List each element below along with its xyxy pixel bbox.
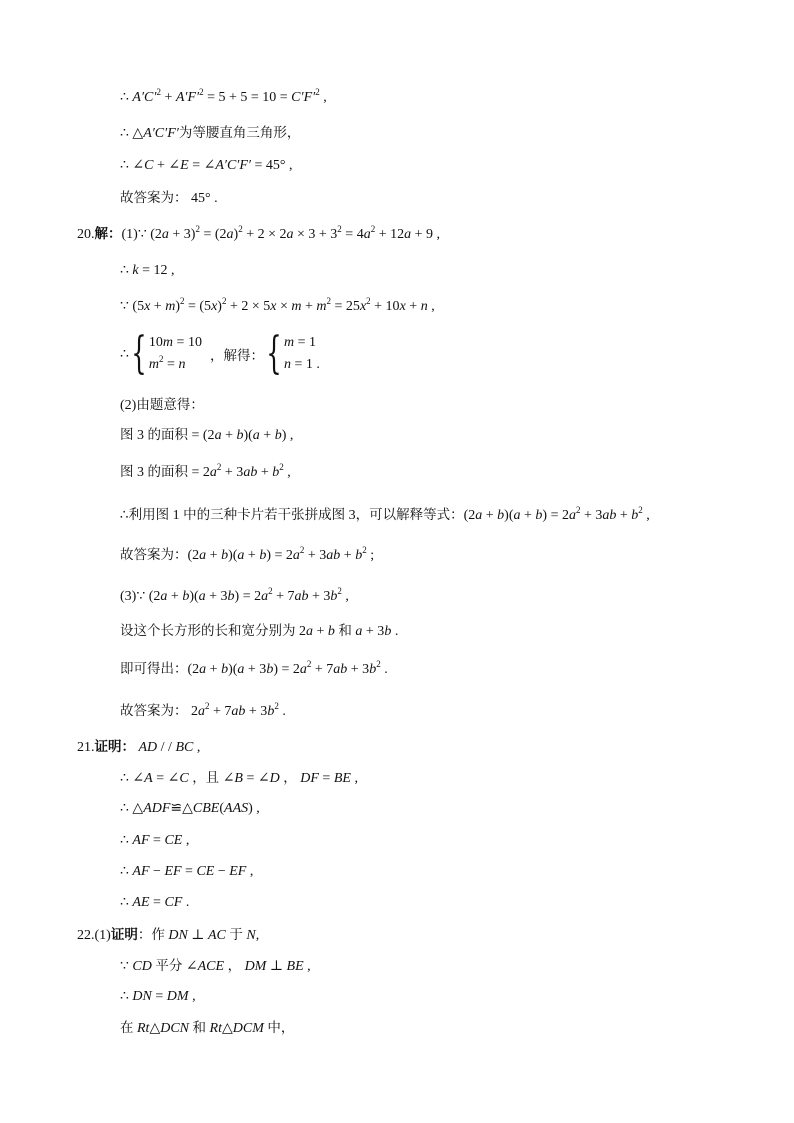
equation-system: ∴ { 10m = 10 $m^2 = n$ ，解得： { m = 1 n = 1 . [120, 328, 320, 379]
equation-line: 即可得出：$(2a + b)(a + 3b) = 2a^2 + 7ab + 3b^2$ . [120, 659, 388, 677]
answer-line: 故答案为： $2a^2 + 7ab + 3b^2$ . [120, 701, 286, 719]
equation-line: 在 Rt△DCN 和 Rt△DCM 中， [120, 1020, 295, 1036]
answer-line: 故答案为：$(2a + b)(a + b) = 2a^2 + 3ab + b^2$ ; [120, 545, 375, 563]
question-22-head: 22.(1)证明：作 DN ⊥ AC 于 N, [77, 927, 260, 943]
question-20-part-1: 20.解：(1)∵ $(2a + 3)^2 = (2a)^2 + 2 \times 2a \times 3 + 3^2 = 4a^2 + 12a + 9$ , [77, 224, 441, 242]
question-21-head: 21.证明： AD / / BC , [77, 739, 201, 755]
equation-line: ∴ k = 12 , [120, 263, 175, 278]
equation-line: ∴利用图 1 中的三种卡片若干张拼成图 3，可以解释等式：$(2a + b)(a + b) = 2a^2 + 3ab + b^2$ , [120, 505, 650, 523]
equation-line: 设这个长方形的长和宽分别为 2a + b 和 a + 3b . [120, 623, 399, 639]
equation-line: 图 3 的面积 = (2a + b)(a + b) , [120, 427, 294, 443]
equation-line: (2)由题意得： [120, 397, 204, 413]
equation-line: ∵ $(5x + m)^2 = (5x)^2 + 2 \times 5x \times m + m^2 = 25x^2 + 10x + n$ , [120, 296, 435, 314]
equation-line: 图 3 的面积 = $2a^2 + 3ab + b^2$ , [120, 462, 291, 480]
equation-line: ∴ ∠C + ∠E = ∠A′C′F′ = 45° , [120, 158, 293, 173]
equation-line: ∴ △A′C′F′为等腰直角三角形， [120, 125, 301, 141]
equation-line: ∴ DN = DM , [120, 989, 196, 1004]
equation-line: ∴ AF − EF = CE − EF , [120, 864, 254, 879]
equation-line: (3)∵ $(2a + b)(a + 3b) = 2a^2 + 7ab + 3b^2$ , [120, 586, 349, 604]
equation-line: ∴ △ADF≌△CBE(AAS) , [120, 801, 260, 816]
equation-line: ∴ ∠A = ∠C ，且 ∠B = ∠D ， DF = BE , [120, 770, 358, 786]
equation-line: ∴ AF = CE , [120, 833, 190, 848]
equation-line: ∵ CD 平分 ∠ACE ， DM ⊥ BE , [120, 958, 311, 974]
equation-line: ∴ $A'C'^2 + A'F'^2 = 5 + 5 = 10 = C'F'^2$ , [120, 87, 327, 105]
equation-line: ∴ AE = CF . [120, 895, 190, 910]
answer-line: 故答案为： 45° . [120, 190, 218, 206]
